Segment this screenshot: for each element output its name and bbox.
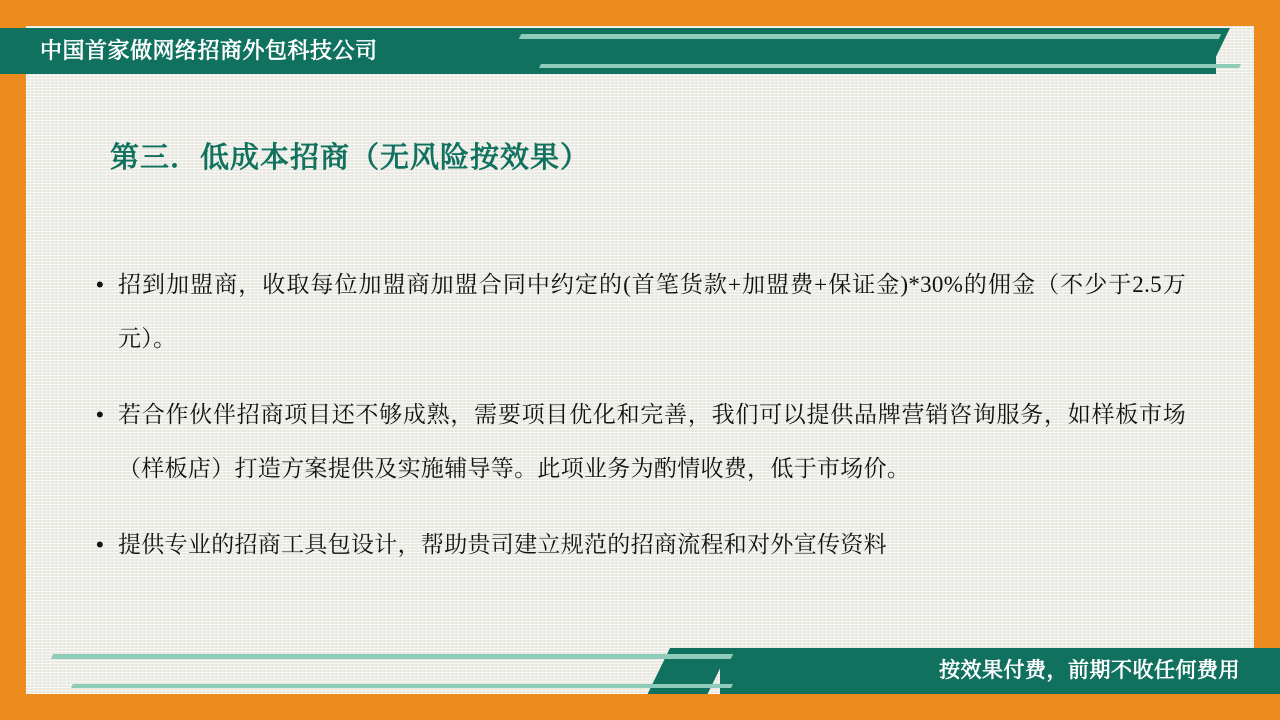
- bullet-marker-icon: •: [96, 532, 104, 557]
- slide-footer: [0, 648, 1280, 694]
- page-title: 第三．低成本招商（无风险按效果）: [110, 142, 591, 174]
- bullet-marker-icon: •: [96, 272, 104, 297]
- list-item: [96, 388, 1186, 496]
- list-item: [96, 258, 1186, 366]
- bullet-marker-icon: •: [96, 402, 104, 427]
- list-item-text: 若合作伙伴招商项目还不够成熟，需要项目优化和完善，我们可以提供品牌营销咨询服务，如样板市场（样板店）打造方案提供及实施辅导等。此项业务为酌情收费，低于市场价。: [118, 402, 1186, 481]
- header-title: 中国首家做网络招商外包科技公司: [40, 38, 378, 63]
- slide-header: [0, 28, 1280, 74]
- list-item: [96, 518, 1186, 572]
- list-item-text: 提供专业的招商工具包设计，帮助贵司建立规范的招商流程和对外宣传资料: [118, 532, 887, 557]
- footer-accent-line-top: [51, 654, 733, 659]
- footer-accent-line-bottom: [71, 684, 733, 688]
- header-accent-line-top: [519, 34, 1221, 39]
- bullet-list: [96, 258, 1186, 594]
- list-item-text: 招到加盟商，收取每位加盟商加盟合同中约定的(首笔货款+加盟费+保证金)*30%的佣金（不少于2.5万元）。: [118, 272, 1186, 351]
- footer-tagline: 按效果付费，前期不收任何费用: [939, 659, 1240, 682]
- header-accent-line-bottom: [539, 64, 1241, 68]
